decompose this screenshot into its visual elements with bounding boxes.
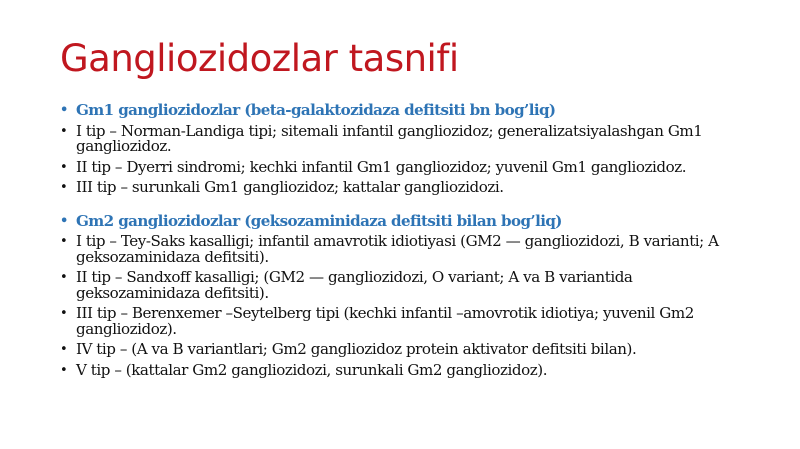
list-item-text: V tip – (kattalar Gm2 gangliozidozi, surunkali Gm2 gangliozidoz). xyxy=(76,360,548,379)
gm2-heading xyxy=(60,211,760,230)
gm2-group xyxy=(60,211,760,379)
gm1-heading xyxy=(60,103,760,119)
bullet-dot-icon: • xyxy=(60,159,68,175)
list-item-text: II tip – Dyerri sindromi; kechki infantil Gm1 gangliozidoz; yuvenil Gm1 gangliozidoz. xyxy=(76,157,687,176)
gm1-group xyxy=(60,103,760,196)
list-item xyxy=(60,360,760,379)
list-item-text: III tip – surunkali Gm1 gangliozidoz; kattalar gangliozidozi. xyxy=(76,178,504,196)
list-item-text: III tip – Berenxemer –Seytelberg tipi (kechki infantil –amovrotik idiotiya; yuvenil Gm2 gangliozidoz). xyxy=(76,304,694,338)
list-item-text: II tip – Sandxoff kasalligi; (GM2 — gangliozidozi, O variant; A va B variantida geksozaminidaza defitsiti). xyxy=(76,268,633,302)
bullet-dot-icon: • xyxy=(60,362,68,378)
slide-content xyxy=(60,103,760,383)
bullet-dot-icon: • xyxy=(60,306,68,321)
bullet-dot-icon: • xyxy=(60,123,68,139)
list-item xyxy=(60,121,760,155)
list-item-text: I tip – Norman-Landiga tipi; sitemali infantil gangliozidoz; generalizatsiyalashgan Gm1 gangliozidoz. xyxy=(76,121,703,155)
gm2-heading-text: Gm2 gangliozidozlar (geksozaminidaza defitsiti bilan bog’liq) xyxy=(76,211,562,230)
bullet-dot-icon: • xyxy=(60,270,68,285)
bullet-dot-icon: • xyxy=(60,213,68,229)
list-item-text: I tip – Tey-Saks kasalligi; infantil amavrotik idiotiyasi (GM2 — gangliozidozi, B varianti; A geksozaminidaza defitsiti). xyxy=(76,232,719,266)
list-item xyxy=(60,270,760,301)
slide-title: Gangliozidozlar tasnifi xyxy=(60,37,459,80)
bullet-dot-icon: • xyxy=(60,234,68,249)
bullet-dot-icon: • xyxy=(60,103,68,118)
bullet-dot-icon: • xyxy=(60,180,68,195)
list-item xyxy=(60,342,760,358)
bullet-dot-icon: • xyxy=(60,342,68,357)
list-item-text: IV tip – (A va B variantlari; Gm2 gangliozidoz protein aktivator defitsiti bilan). xyxy=(76,340,637,358)
list-item xyxy=(60,306,760,337)
list-item xyxy=(60,180,760,196)
list-item xyxy=(60,234,760,265)
gm1-heading-text: Gm1 gangliozidozlar (beta-galaktozidaza defitsiti bn bog’liq) xyxy=(76,101,556,119)
list-item xyxy=(60,157,760,176)
